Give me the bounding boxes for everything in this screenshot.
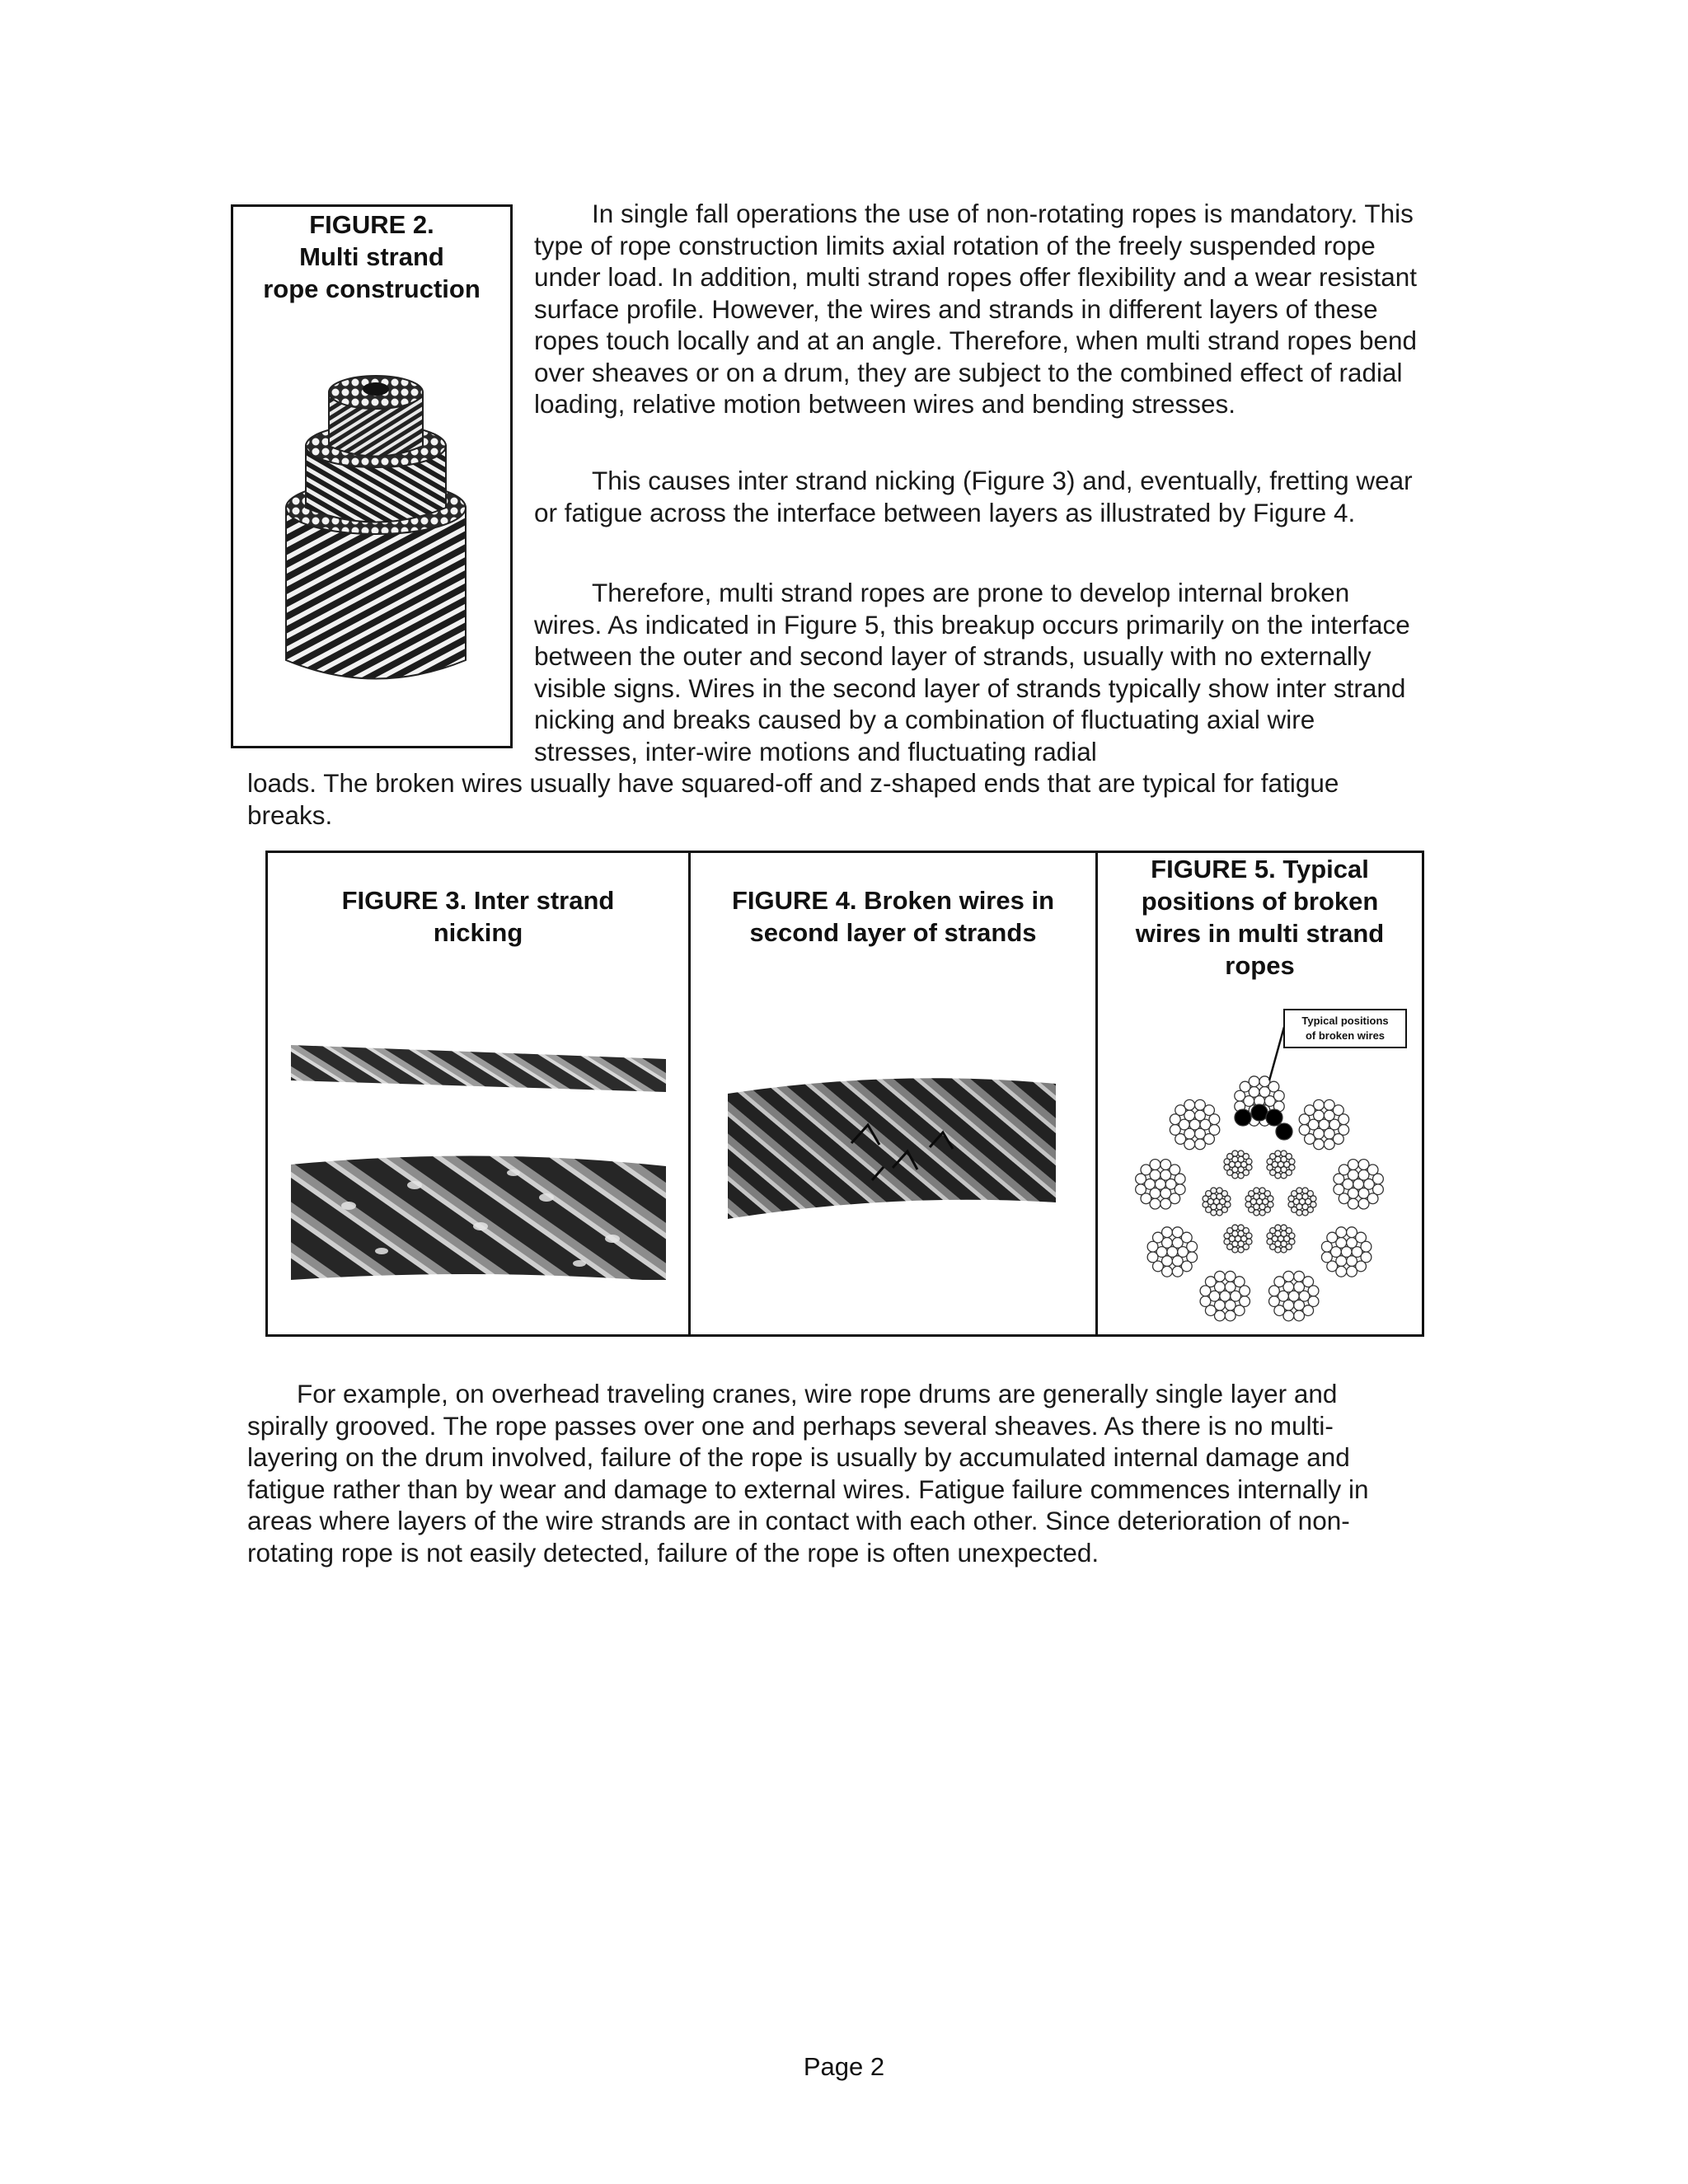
- paragraph-2: [534, 465, 1424, 528]
- paragraph-3-continued: [247, 767, 1424, 831]
- paragraph-3-continued-text: loads. The broken wires usually have squared-off and z-shaped ends that are typical for fatigue breaks.: [247, 768, 1339, 830]
- figure-5-caption: [1098, 853, 1422, 982]
- figure-5-caption-line1: FIGURE 5. Typical: [1151, 855, 1369, 883]
- paragraph-1-text: In single fall operations the use of non-rotating ropes is mandatory. This type of rope construction limits axial rotation of the freely suspended rope under load. In addition, multi strand ropes offer flexibility and a wear resistant surface profile. However, the wires and strands in different layers of these ropes touch locally and at an angle. Therefore, when multi strand ropes bend over sheaves or on a drum, they are subject to the combined effect of radial loading, relative motion between wires and bending stresses.: [534, 199, 1418, 419]
- figure-5-cell: [1095, 853, 1422, 1334]
- figure-2-box: [231, 204, 513, 748]
- callout-leader-line: [1269, 1027, 1284, 1080]
- figure-row: [265, 851, 1424, 1337]
- paragraph-3: [534, 577, 1424, 767]
- figure-2-caption: [233, 207, 510, 305]
- multi-strand-rope-illustration: [281, 368, 471, 689]
- figure-4-cell: [688, 853, 1095, 1334]
- paragraph-4: [247, 1378, 1424, 1568]
- paragraph-4-text: For example, on overhead traveling cranes, wire rope drums are generally single layer and spirally grooved. The rope passes over one and perhaps several sheaves. As there is no multi-layering on the drum involved, failure of the rope is usually by accumulated internal damage and fatigue rather than by wear and damage to external wires. Fatigue failure commences internally in areas where layers of the wire strands are in contact with each other. Since deterioration of non-rotating rope is not easily detected, failure of the rope is often unexpected.: [247, 1379, 1369, 1568]
- figure-3-cell: [268, 853, 688, 1334]
- page-number: Page 2: [803, 2052, 885, 2081]
- figure-5-caption-line2: positions of broken: [1141, 887, 1379, 916]
- strand-cross-section: [1136, 1076, 1384, 1321]
- figure-2-caption-line1: FIGURE 2.: [309, 210, 434, 239]
- figure-4-caption-line2: second layer of strands: [749, 918, 1037, 947]
- paragraph-3-text: Therefore, multi strand ropes are prone to develop internal broken wires. As indicated in Figure 5, this breakup occurs primarily on the interface between the outer and second layer of strands, usually with no externally visible signs. Wires in the second layer of strands typically show inter strand nicking and breaks caused by a combination of fluctuating axial wire stresses, inter-wire motions and fluctuating radial: [534, 578, 1410, 766]
- callout-text-line1: Typical positions: [1301, 1015, 1389, 1027]
- figure-5-caption-line3: wires in multi strand: [1135, 919, 1385, 948]
- figure-3-caption: [268, 884, 688, 949]
- inter-strand-nicking-photo: [291, 1041, 670, 1280]
- figure-3-caption-line1: FIGURE 3. Inter strand: [341, 886, 615, 915]
- broken-wires-photo: [728, 1069, 1057, 1258]
- figure-2-caption-line2: Multi strand: [299, 242, 444, 271]
- figure-4-caption-line1: FIGURE 4. Broken wires in: [731, 886, 1055, 915]
- paragraph-2-text: This causes inter strand nicking (Figure 3) and, eventually, fretting wear or fatigue across the interface between layers as illustrated by Figure 4.: [534, 466, 1413, 527]
- figure-3-caption-line2: nicking: [433, 918, 523, 947]
- figure-4-caption: [691, 884, 1095, 949]
- figure-2-caption-line3: rope construction: [263, 274, 481, 303]
- cross-section-diagram: [1098, 991, 1424, 1329]
- paragraph-1: [534, 198, 1424, 420]
- figure-5-caption-line4: ropes: [1225, 951, 1295, 980]
- callout-text-line2: of broken wires: [1305, 1029, 1386, 1042]
